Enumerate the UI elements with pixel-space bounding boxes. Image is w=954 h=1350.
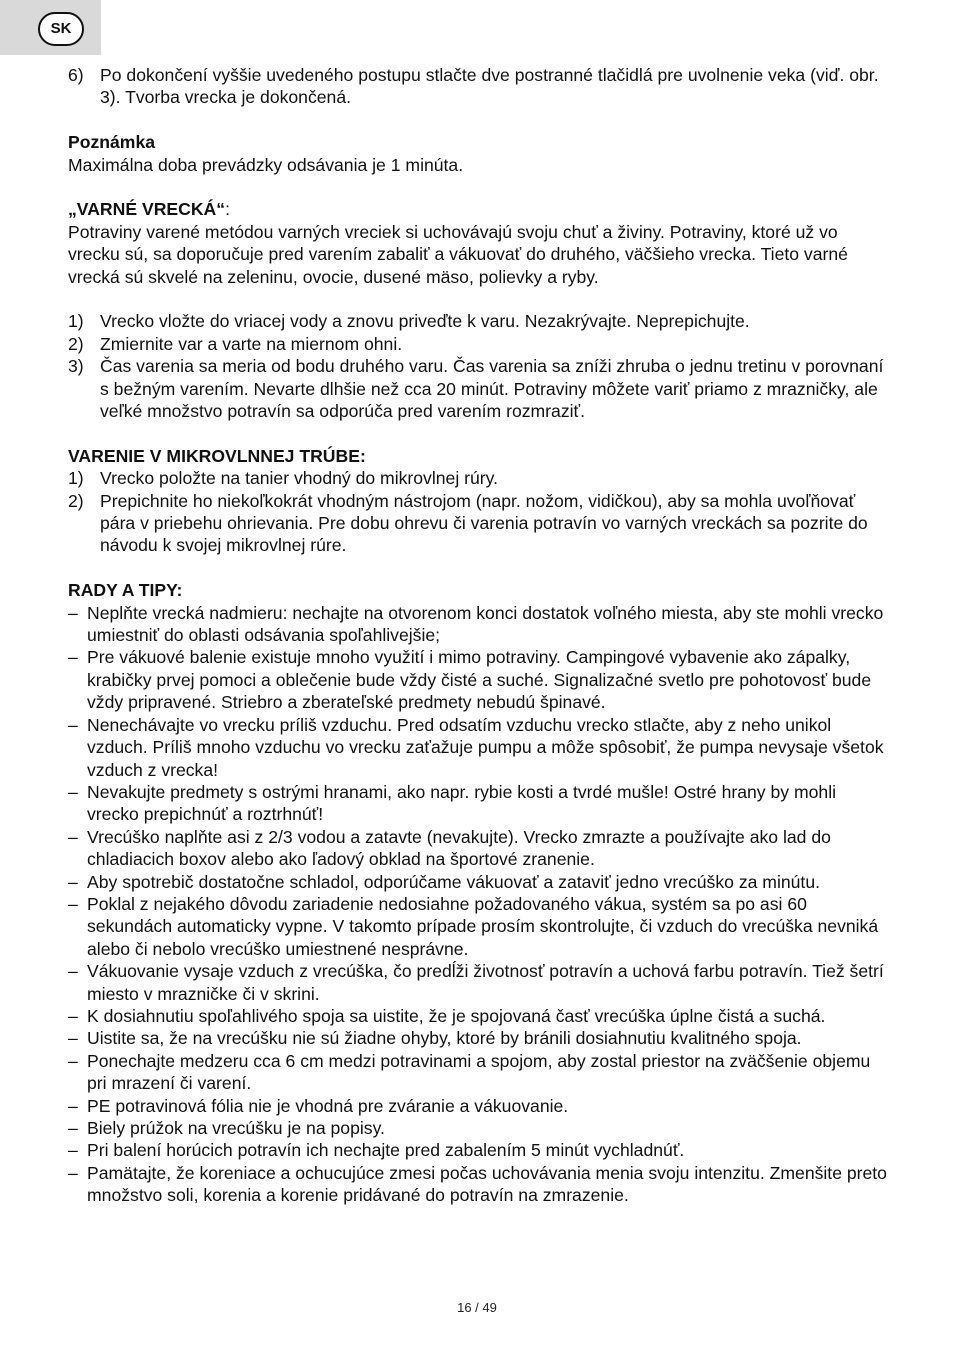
- boil-steps: [68, 310, 888, 422]
- tip-text: K dosiahnutiu spoľahlivého spoja sa uistite, že je spojovaná časť vrecúška úplne čistá a suchá.: [87, 1005, 826, 1026]
- tip-text: Vrecúško naplňte asi z 2/3 vodou a zatavte (nevakujte). Vrecko zmrazte a používajte ako lad do chladiacich boxov alebo ako ľadový obklad na športové zranenie.: [87, 826, 831, 870]
- boil-bags-title-suffix: :: [225, 199, 230, 220]
- note-text: Maximálna doba prevádzky odsávania je 1 minúta.: [68, 154, 464, 175]
- tip-item: [68, 1005, 888, 1027]
- step-text: Prepichnite ho niekoľkokrát vhodným nástrojom (napr. nožom, vidičkou), aby sa mohla uvoľňovať pára v priebehu ohrievania. Pre dobu ohrevu či varenia potravín vo varných vreckách sa pozrite do návodu k svojej mikrovlnej rúre.: [100, 490, 868, 556]
- tip-item: [68, 1117, 888, 1139]
- dash-bullet: –: [68, 1050, 78, 1071]
- tip-item: [68, 1139, 888, 1161]
- dash-bullet: –: [68, 1005, 78, 1026]
- boil-bags-heading: [68, 198, 888, 220]
- boil-bags-intro: Potraviny varené metódou varných vreciek si uchovávajú svoju chuť a živiny. Potraviny, ktoré už vo vrecku sú, sa doporučuje pred varením zabaliť a vákuovať do druhého, väčšieho vrecka. Tieto varné vrecká sú skvelé na zeleninu, ovocie, dusené mäso, polievky a ryby.: [68, 221, 848, 287]
- microwave-title: VARENIE V MIKROVLNNEJ TRÚBE:: [68, 445, 366, 466]
- tip-text: Nenechávajte vo vrecku príliš vzduchu. Pred odsatím vzduchu vrecko stlačte, aby z neho unikol vzduch. Príliš mnoho vzduchu vo vrecku zaťažuje pumpu a môže spôsobiť, že pumpa nevysaje všetok vzduch z vrecka!: [87, 714, 884, 780]
- step-text: Vrecko vložte do vriacej vody a znovu priveďte k varu. Nezakrývajte. Neprepichujte.: [100, 311, 750, 332]
- tip-text: PE potravinová fólia nie je vhodná pre zváranie a vákuovanie.: [87, 1095, 569, 1116]
- step-text: Vrecko položte na tanier vhodný do mikrovlnej rúry.: [100, 468, 499, 489]
- step-number: 3): [68, 356, 84, 377]
- microwave-step: [68, 490, 888, 557]
- dash-bullet: –: [68, 647, 78, 668]
- dash-bullet: –: [68, 1162, 78, 1183]
- tip-text: Pamätajte, že koreniace a ochucujúce zmesi počas uchovávania menia svoju intenzitu. Zmenšite preto množstvo soli, korenia a korenie pridávané do potravín na zmrazenie.: [87, 1162, 887, 1206]
- step-text: Po dokončení vyššie uvedeného postupu stlačte dve postranné tlačidlá pre uvolnenie veka (viď. obr. 3). Tvorba vrecka je dokončená.: [100, 65, 879, 108]
- dash-bullet: –: [68, 961, 78, 982]
- tip-text: Poklal z nejakého dôvodu zariadenie nedosiahne požadovaného vákua, systém sa po asi 60 sekundách automaticky vypne. V takomto prípade prosím skontrolujte, či vzduch do vrecúška nevniká alebo či nebolo vrecúško umiestnené nesprávne.: [87, 893, 879, 959]
- tip-text: Biely prúžok na vrecúšku je na popisy.: [87, 1118, 385, 1139]
- tip-item: [68, 1162, 888, 1207]
- note-title: Poznámka: [68, 132, 156, 153]
- step-6: [68, 64, 888, 109]
- tip-text: Ponechajte medzeru cca 6 cm medzi potravinami a spojom, aby zostal priestor na zväčšenie objemu pri mrazení či varení.: [87, 1050, 871, 1094]
- dash-bullet: –: [68, 1118, 78, 1139]
- tip-item: [68, 826, 888, 871]
- dash-bullet: –: [68, 871, 78, 892]
- tips-title: RADY A TIPY:: [68, 580, 183, 601]
- dash-bullet: –: [68, 1095, 78, 1116]
- step-number: 2): [68, 333, 84, 354]
- tip-item: [68, 1050, 888, 1095]
- step-number: 2): [68, 490, 84, 511]
- tip-text: Vákuovanie vysaje vzduch z vrecúška, čo predĺži životnosť potravín a uchová farbu potravín. Tiež šetrí miesto v mrazničke či v skrini.: [87, 961, 884, 1004]
- dash-bullet: –: [68, 826, 78, 847]
- step-number: 1): [68, 468, 84, 489]
- dash-bullet: –: [68, 1140, 78, 1161]
- boil-step: [68, 355, 888, 422]
- tip-text: Neplňte vrecká nadmieru: nechajte na otvorenom konci dostatok voľného miesta, aby ste mohli vrecko umiestniť do oblasti odsávania spoľahlivejšie;: [87, 602, 884, 646]
- tip-item: [68, 1095, 888, 1117]
- tip-item: [68, 871, 888, 893]
- tip-text: Pri balení horúcich potravín ich nechajte pred zabalením 5 minút vychladnúť.: [87, 1140, 685, 1161]
- microwave-steps: [68, 467, 888, 557]
- boil-step: [68, 333, 888, 355]
- page-content: [68, 64, 888, 1207]
- tip-text: Pre vákuové balenie existuje mnoho využití i mimo potraviny. Campingové vybavenie ako zápalky, krabičky prvej pomoci a oblečenie bude vždy čisté a suché. Signalizačné svetlo pre pohotovosť bude vždy pripravené. Striebro a zberateľské predmety nebudú špinavé.: [87, 647, 872, 713]
- tip-item: [68, 893, 888, 960]
- step-text: Čas varenia sa meria od bodu druhého varu. Čas varenia sa zníži zhruba o jednu tretinu v porovnaní s bežným varením. Nevarte dlhšie než cca 20 minút. Potraviny môžete variť priamo z mrazničky, ale veľké množstvo potravín sa odporúča pred varením rozmraziť.: [100, 356, 884, 422]
- step-list-continued: [68, 64, 888, 109]
- language-tab: [0, 0, 101, 55]
- dash-bullet: –: [68, 714, 78, 735]
- tip-text: Aby spotrebič dostatočne schladol, odporúčame vákuovať a zataviť jedno vrecúško za minútu.: [87, 871, 820, 892]
- dash-bullet: –: [68, 602, 78, 623]
- language-badge: SK: [38, 12, 84, 46]
- tip-item: [68, 714, 888, 781]
- dash-bullet: –: [68, 781, 78, 802]
- tip-item: [68, 1027, 888, 1049]
- step-number: 1): [68, 311, 84, 332]
- tip-item: [68, 602, 888, 647]
- step-text: Zmiernite var a varte na miernom ohni.: [100, 333, 403, 354]
- dash-bullet: –: [68, 893, 78, 914]
- microwave-step: [68, 467, 888, 489]
- tip-item: [68, 960, 888, 1005]
- dash-bullet: –: [68, 1028, 78, 1049]
- tip-text: Nevakujte predmety s ostrými hranami, ako napr. rybie kosti a tvrdé mušle! Ostré hrany by mohli vrecko prepichnúť a roztrhnúť!: [87, 781, 837, 825]
- step-number: 6): [68, 65, 84, 85]
- page-number: 16 / 49: [457, 1300, 497, 1315]
- tip-item: [68, 781, 888, 826]
- tip-item: [68, 646, 888, 713]
- tip-text: Uistite sa, že na vrecúšku nie sú žiadne ohyby, ktoré by bránili dosiahnutiu kvalitného spoja.: [87, 1028, 802, 1049]
- boil-step: [68, 310, 888, 332]
- tips-list: [68, 602, 888, 1207]
- boil-bags-title: „VARNÉ VRECKÁ“: [68, 199, 226, 220]
